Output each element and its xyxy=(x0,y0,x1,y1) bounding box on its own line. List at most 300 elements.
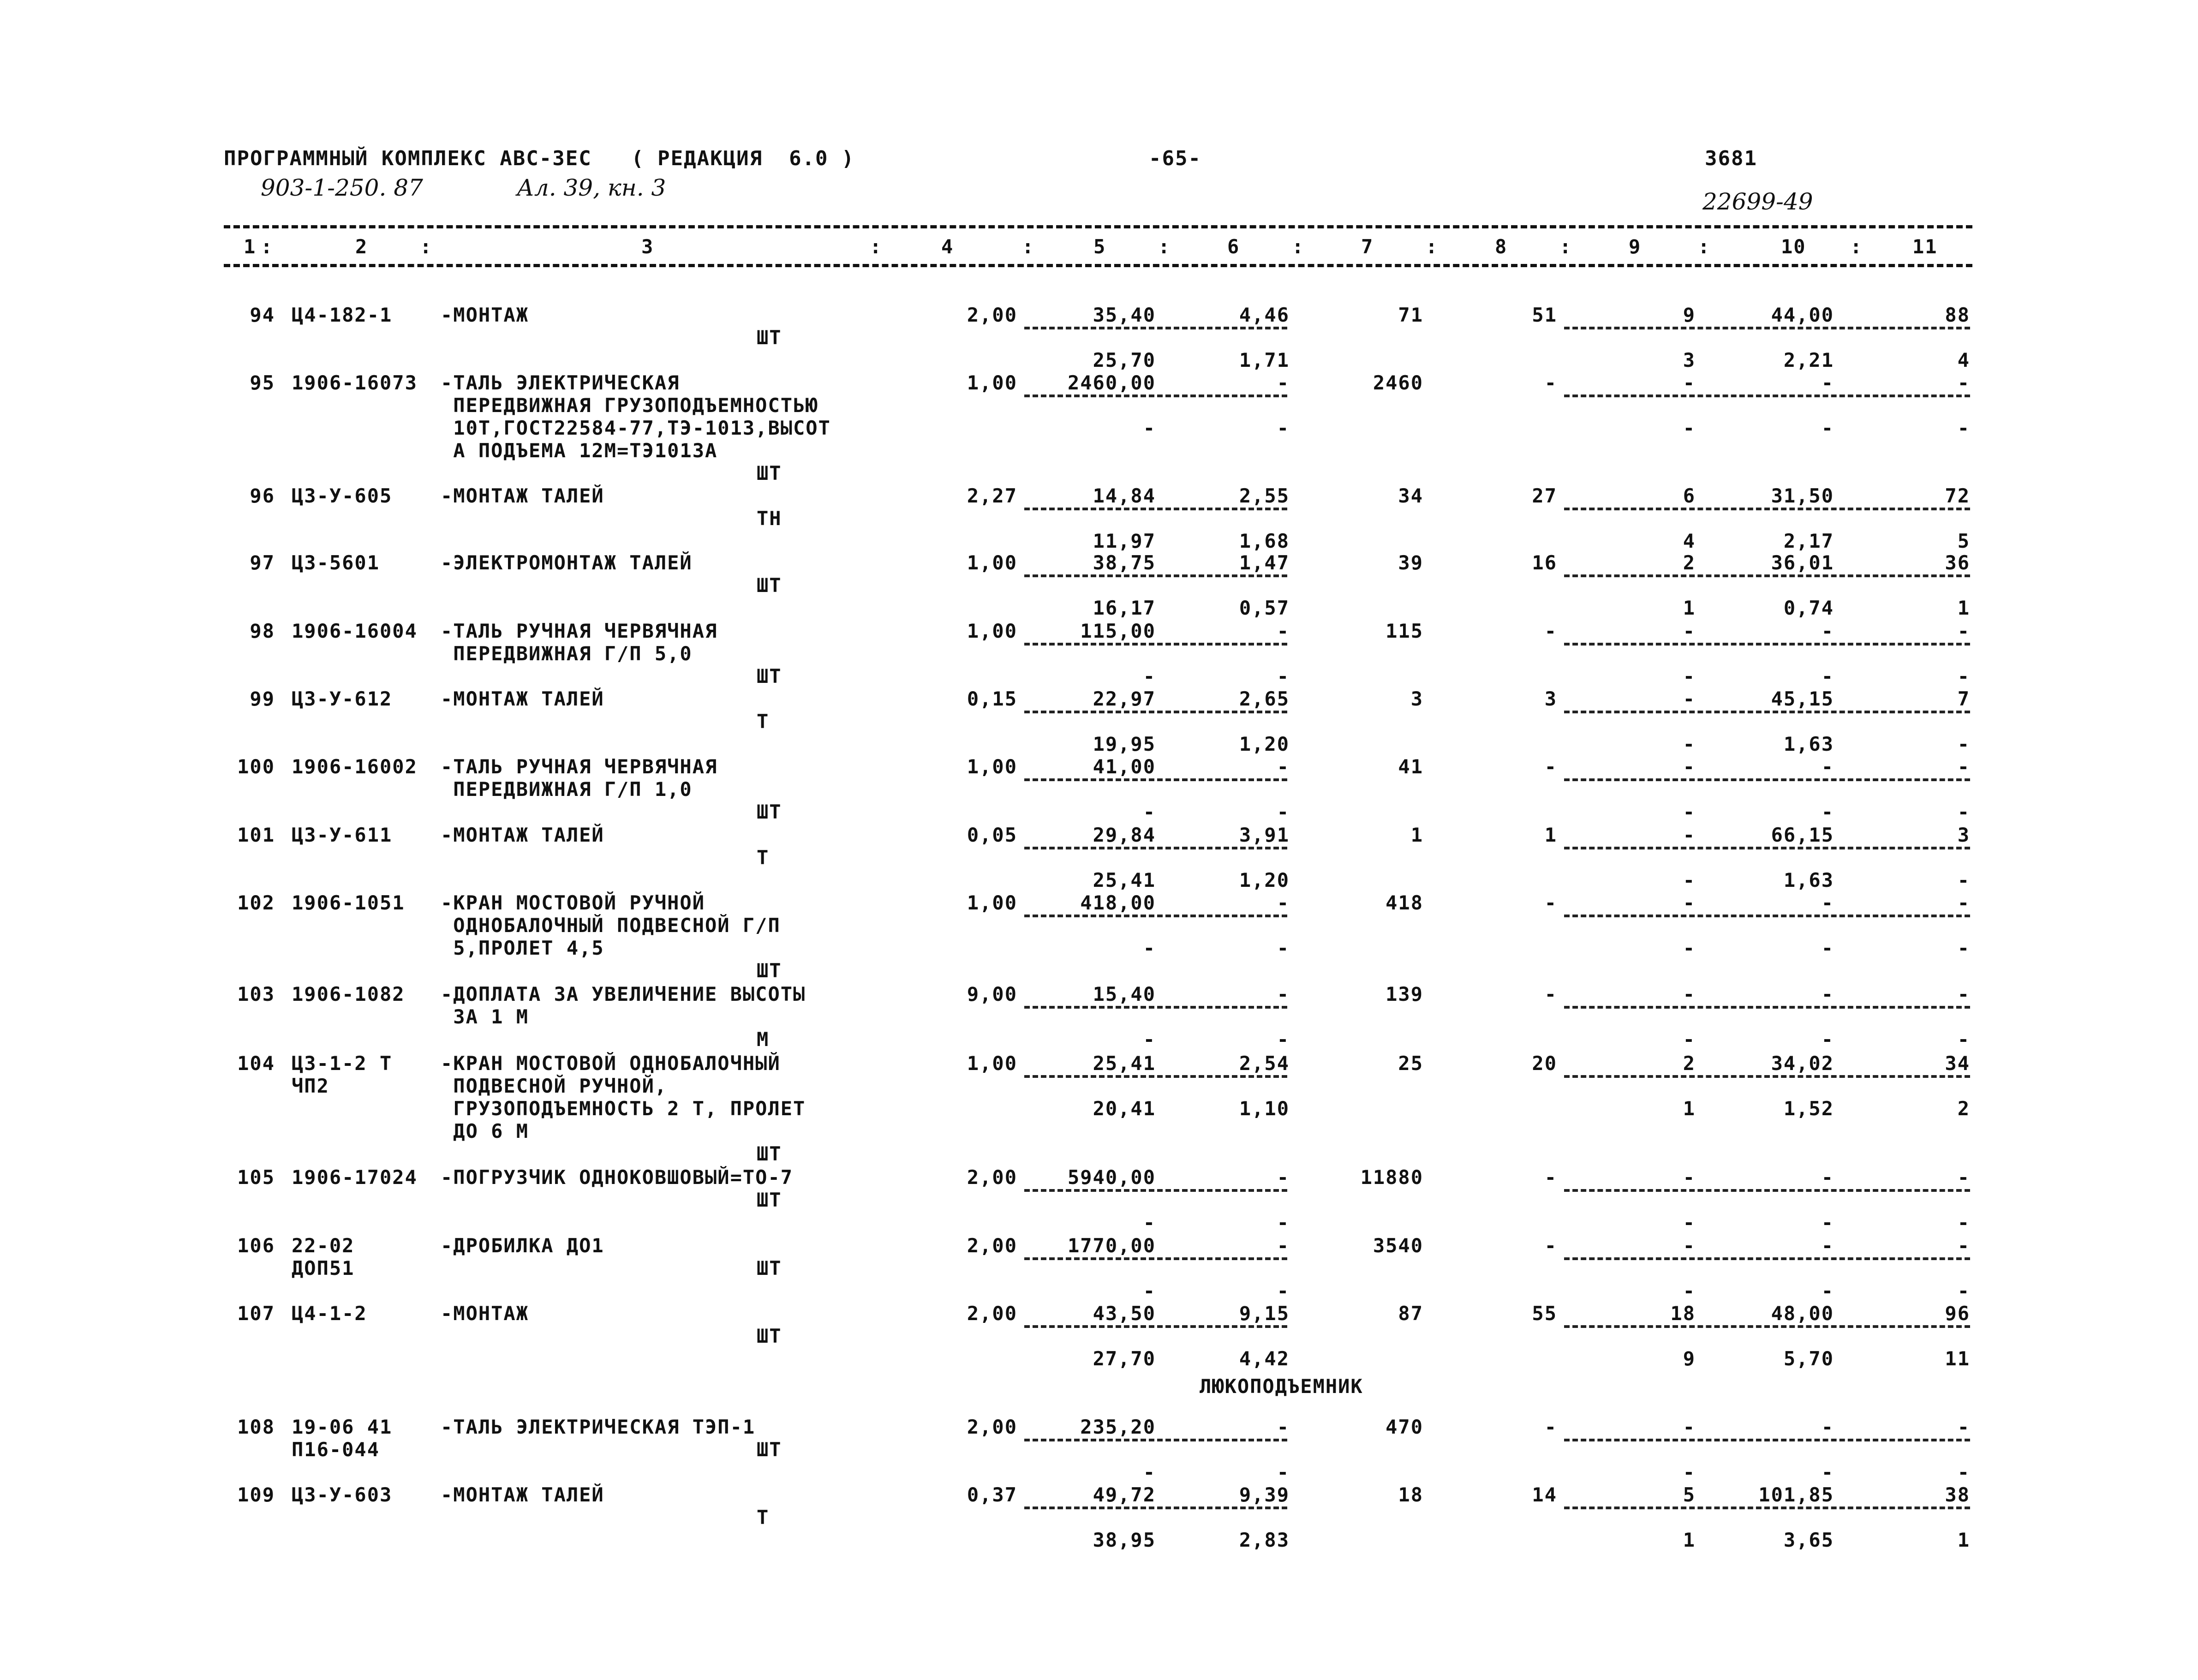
value-c10: - xyxy=(1821,620,1834,642)
base-value-5: 38,95 xyxy=(1093,1529,1156,1551)
item-code: П16-044 xyxy=(292,1438,380,1461)
base-value-5: - xyxy=(1143,665,1156,688)
item-quantity: 0,37 xyxy=(967,1483,1017,1506)
item-quantity: 1,00 xyxy=(967,891,1017,914)
value-c10: - xyxy=(1821,891,1834,914)
item-unit: ШТ xyxy=(757,959,782,982)
item-quantity: 2,00 xyxy=(967,1416,1017,1438)
value-c10: - xyxy=(1821,755,1834,778)
value-c6: - xyxy=(1277,755,1290,778)
row-rule-5-6 xyxy=(1024,1325,1287,1328)
value-c9: - xyxy=(1683,983,1696,1005)
value-c6: - xyxy=(1277,1416,1290,1438)
base-value-5: 16,17 xyxy=(1093,597,1156,619)
value-c7: 41 xyxy=(1398,755,1423,778)
item-description: ПЕРЕДВИЖНАЯ Г/П 1,0 xyxy=(441,778,693,801)
value-c5: 5940,00 xyxy=(1067,1166,1156,1189)
value-c7: 71 xyxy=(1398,304,1423,326)
column-header-1: 1 xyxy=(244,235,257,258)
value-c5: 29,84 xyxy=(1093,824,1156,846)
value-c8: - xyxy=(1544,891,1557,914)
row-rule-5-6 xyxy=(1024,1075,1287,1078)
row-number: 101 xyxy=(237,824,275,846)
base-value-6: - xyxy=(1277,417,1290,439)
item-description: 5,ПРОЛЕТ 4,5 xyxy=(441,937,604,959)
base-value-5: 20,41 xyxy=(1093,1097,1156,1120)
base-value-10: - xyxy=(1821,1279,1834,1302)
base-value-11: 1 xyxy=(1957,597,1970,619)
base-value-6: - xyxy=(1277,1211,1290,1234)
item-description: -МОНТАЖ xyxy=(441,304,529,326)
base-value-5: - xyxy=(1143,417,1156,439)
base-value-11: - xyxy=(1957,733,1970,755)
value-c9: - xyxy=(1683,371,1696,394)
value-c6: - xyxy=(1277,1166,1290,1189)
base-value-9: - xyxy=(1683,1279,1696,1302)
value-c9: - xyxy=(1683,688,1696,710)
item-quantity: 1,00 xyxy=(967,371,1017,394)
base-value-9: - xyxy=(1683,801,1696,823)
value-c8: - xyxy=(1544,371,1557,394)
column-separator: : xyxy=(1850,235,1863,258)
value-c9: - xyxy=(1683,755,1696,778)
item-description: -ДОПЛАТА ЗА УВЕЛИЧЕНИЕ ВЫСОТЫ xyxy=(441,983,806,1005)
value-c5: 25,41 xyxy=(1093,1052,1156,1075)
value-c11: 36 xyxy=(1945,551,1970,574)
row-number: 99 xyxy=(250,688,275,710)
base-value-10: - xyxy=(1821,937,1834,959)
row-number: 109 xyxy=(237,1483,275,1506)
row-rule-9-11 xyxy=(1564,1006,1970,1009)
item-description: -МОНТАЖ xyxy=(441,1302,529,1325)
row-rule-9-11 xyxy=(1564,1189,1970,1192)
value-c9: 2 xyxy=(1683,1052,1696,1075)
base-value-9: 1 xyxy=(1683,1529,1696,1551)
value-c11: 34 xyxy=(1945,1052,1970,1075)
value-c6: - xyxy=(1277,620,1290,642)
column-header-8: 8 xyxy=(1495,235,1508,258)
base-value-10: - xyxy=(1821,801,1834,823)
value-c7: 3540 xyxy=(1373,1234,1423,1257)
value-c11: - xyxy=(1957,371,1970,394)
item-description: -МОНТАЖ ТАЛЕЙ xyxy=(441,824,604,846)
value-c9: 5 xyxy=(1683,1483,1696,1506)
item-quantity: 9,00 xyxy=(967,983,1017,1005)
base-value-11: 4 xyxy=(1957,349,1970,371)
base-value-10: - xyxy=(1821,665,1834,688)
base-value-10: 1,63 xyxy=(1783,869,1834,891)
base-value-9: - xyxy=(1683,1028,1696,1051)
value-c5: 15,40 xyxy=(1093,983,1156,1005)
value-c9: - xyxy=(1683,824,1696,846)
item-description: -ТАЛЬ ЭЛЕКТРИЧЕСКАЯ xyxy=(441,371,680,394)
value-c5: 35,40 xyxy=(1093,304,1156,326)
row-rule-9-11 xyxy=(1564,574,1970,577)
value-c6: - xyxy=(1277,891,1290,914)
value-c7: 470 xyxy=(1386,1416,1423,1438)
value-c7: 115 xyxy=(1386,620,1423,642)
value-c8: 27 xyxy=(1532,484,1557,507)
value-c5: 49,72 xyxy=(1093,1483,1156,1506)
value-c6: 2,65 xyxy=(1239,688,1290,710)
value-c11: 88 xyxy=(1945,304,1970,326)
item-description: ЗА 1 М xyxy=(441,1005,529,1028)
base-value-9: - xyxy=(1683,869,1696,891)
column-header-2: 2 xyxy=(355,235,368,258)
row-rule-5-6 xyxy=(1024,711,1287,713)
value-c6: - xyxy=(1277,371,1290,394)
value-c5: 43,50 xyxy=(1093,1302,1156,1325)
value-c8: - xyxy=(1544,620,1557,642)
item-description: -КРАН МОСТОВОЙ ОДНОБАЛОЧНЫЙ xyxy=(441,1052,781,1075)
value-c9: - xyxy=(1683,1234,1696,1257)
value-c9: 6 xyxy=(1683,484,1696,507)
row-number: 107 xyxy=(237,1302,275,1325)
item-description: ПЕРЕДВИЖНАЯ ГРУЗОПОДЪЕМНОСТЬЮ xyxy=(441,394,818,417)
column-separator: : xyxy=(1559,235,1572,258)
value-c8: - xyxy=(1544,1166,1557,1189)
row-number: 94 xyxy=(250,304,275,326)
base-value-6: 1,68 xyxy=(1239,530,1290,552)
row-rule-9-11 xyxy=(1564,395,1970,397)
base-value-10: 2,21 xyxy=(1783,349,1834,371)
row-rule-9-11 xyxy=(1564,1325,1970,1328)
value-c10: - xyxy=(1821,983,1834,1005)
item-unit: Т xyxy=(757,846,770,869)
row-rule-5-6 xyxy=(1024,915,1287,917)
value-c5: 1770,00 xyxy=(1067,1234,1156,1257)
row-number: 104 xyxy=(237,1052,275,1075)
item-unit: ШТ xyxy=(757,1142,782,1165)
column-separator: : xyxy=(261,235,274,258)
base-value-6: - xyxy=(1277,1028,1290,1051)
column-separator: : xyxy=(870,235,883,258)
column-header-10: 10 xyxy=(1781,235,1806,258)
item-quantity: 0,05 xyxy=(967,824,1017,846)
base-value-10: - xyxy=(1821,417,1834,439)
item-code: Ц3-У-605 xyxy=(292,484,393,507)
base-value-11: - xyxy=(1957,417,1970,439)
column-separator: : xyxy=(1292,235,1305,258)
row-rule-9-11 xyxy=(1564,915,1970,917)
note-lift: ЛЮКОПОДЪЕМНИК xyxy=(1200,1375,1363,1398)
value-c10: 36,01 xyxy=(1771,551,1834,574)
value-c9: - xyxy=(1683,620,1696,642)
item-description: ГРУЗОПОДЪЕМНОСТЬ 2 Т, ПРОЛЕТ xyxy=(441,1097,806,1120)
item-code: 1906-1082 xyxy=(292,983,405,1005)
item-quantity: 0,15 xyxy=(967,688,1017,710)
item-code: 1906-1051 xyxy=(292,891,405,914)
value-c9: 9 xyxy=(1683,304,1696,326)
base-value-10: - xyxy=(1821,1211,1834,1234)
item-unit: Т xyxy=(757,710,770,733)
value-c6: - xyxy=(1277,983,1290,1005)
item-code: 19-06 41 xyxy=(292,1416,393,1438)
row-rule-5-6 xyxy=(1024,327,1287,329)
item-code: 22-02 xyxy=(292,1234,355,1257)
base-value-6: - xyxy=(1277,937,1290,959)
column-separator: : xyxy=(1426,235,1439,258)
column-header-11: 11 xyxy=(1912,235,1938,258)
item-description: -ТАЛЬ РУЧНАЯ ЧЕРВЯЧНАЯ xyxy=(441,755,718,778)
item-quantity: 1,00 xyxy=(967,620,1017,642)
value-c9: - xyxy=(1683,891,1696,914)
value-c6: 9,39 xyxy=(1239,1483,1290,1506)
item-unit: ШТ xyxy=(757,801,782,823)
row-rule-5-6 xyxy=(1024,574,1287,577)
row-rule-5-6 xyxy=(1024,1189,1287,1192)
row-rule-5-6 xyxy=(1024,847,1287,849)
item-quantity: 1,00 xyxy=(967,1052,1017,1075)
base-value-5: - xyxy=(1143,1279,1156,1302)
base-value-6: 1,10 xyxy=(1239,1097,1290,1120)
column-header-5: 5 xyxy=(1093,235,1106,258)
value-c7: 1 xyxy=(1410,824,1423,846)
base-value-10: 1,63 xyxy=(1783,733,1834,755)
base-value-11: - xyxy=(1957,1211,1970,1234)
item-unit: ШТ xyxy=(757,1189,782,1211)
base-value-6: 4,42 xyxy=(1239,1347,1290,1370)
base-value-11: 2 xyxy=(1957,1097,1970,1120)
value-c8: 14 xyxy=(1532,1483,1557,1506)
value-c7: 2460 xyxy=(1373,371,1423,394)
value-c10: 66,15 xyxy=(1771,824,1834,846)
item-description: -КРАН МОСТОВОЙ РУЧНОЙ xyxy=(441,891,705,914)
base-value-5: - xyxy=(1143,937,1156,959)
value-c10: 44,00 xyxy=(1771,304,1834,326)
item-unit: ШТ xyxy=(757,665,782,688)
value-c10: - xyxy=(1821,371,1834,394)
row-rule-9-11 xyxy=(1564,1075,1970,1078)
row-rule-5-6 xyxy=(1024,1006,1287,1009)
value-c11: - xyxy=(1957,755,1970,778)
row-rule-5-6 xyxy=(1024,1439,1287,1441)
value-c10: 45,15 xyxy=(1771,688,1834,710)
value-c8: - xyxy=(1544,755,1557,778)
item-description: -МОНТАЖ ТАЛЕЙ xyxy=(441,484,604,507)
item-unit: ШТ xyxy=(757,1438,782,1461)
base-value-5: - xyxy=(1143,801,1156,823)
row-rule-5-6 xyxy=(1024,1507,1287,1509)
base-value-10: 1,52 xyxy=(1783,1097,1834,1120)
value-c6: 9,15 xyxy=(1239,1302,1290,1325)
value-c11: - xyxy=(1957,1234,1970,1257)
item-description: 10Т,ГОСТ22584-77,ТЭ-1013,ВЫСОТ xyxy=(441,417,831,439)
item-code: Ц4-182-1 xyxy=(292,304,393,326)
value-c11: 38 xyxy=(1945,1483,1970,1506)
handwritten-album: Ал. 39, кн. 3 xyxy=(517,174,666,201)
column-header-4: 4 xyxy=(941,235,954,258)
value-c10: 31,50 xyxy=(1771,484,1834,507)
base-value-11: - xyxy=(1957,1461,1970,1483)
base-value-9: 4 xyxy=(1683,530,1696,552)
header-top-rule xyxy=(224,225,1972,228)
base-value-5: - xyxy=(1143,1461,1156,1483)
item-quantity: 1,00 xyxy=(967,755,1017,778)
item-unit: ТН xyxy=(757,507,782,530)
value-c7: 39 xyxy=(1398,551,1423,574)
row-number: 96 xyxy=(250,484,275,507)
value-c5: 38,75 xyxy=(1093,551,1156,574)
value-c7: 87 xyxy=(1398,1302,1423,1325)
value-c11: 3 xyxy=(1957,824,1970,846)
row-number: 100 xyxy=(237,755,275,778)
item-quantity: 2,27 xyxy=(967,484,1017,507)
item-code: ДОП51 xyxy=(292,1257,355,1279)
value-c10: 34,02 xyxy=(1771,1052,1834,1075)
base-value-11: - xyxy=(1957,1279,1970,1302)
value-c8: 16 xyxy=(1532,551,1557,574)
item-quantity: 1,00 xyxy=(967,551,1017,574)
value-c5: 2460,00 xyxy=(1067,371,1156,394)
value-c5: 14,84 xyxy=(1093,484,1156,507)
base-value-6: 1,20 xyxy=(1239,733,1290,755)
column-header-6: 6 xyxy=(1227,235,1240,258)
base-value-11: - xyxy=(1957,665,1970,688)
row-number: 102 xyxy=(237,891,275,914)
base-value-10: - xyxy=(1821,1028,1834,1051)
base-value-9: - xyxy=(1683,665,1696,688)
row-number: 106 xyxy=(237,1234,275,1257)
value-c11: 7 xyxy=(1957,688,1970,710)
row-rule-9-11 xyxy=(1564,327,1970,329)
row-rule-5-6 xyxy=(1024,1257,1287,1260)
base-value-11: 5 xyxy=(1957,530,1970,552)
value-c7: 25 xyxy=(1398,1052,1423,1075)
base-value-9: 1 xyxy=(1683,1097,1696,1120)
value-c5: 22,97 xyxy=(1093,688,1156,710)
base-value-10: 3,65 xyxy=(1783,1529,1834,1551)
value-c5: 418,00 xyxy=(1080,891,1156,914)
header-bottom-rule xyxy=(224,264,1972,267)
value-c5: 115,00 xyxy=(1080,620,1156,642)
value-c9: - xyxy=(1683,1416,1696,1438)
value-c9: 2 xyxy=(1683,551,1696,574)
item-description: -ТАЛЬ РУЧНАЯ ЧЕРВЯЧНАЯ xyxy=(441,620,718,642)
row-number: 98 xyxy=(250,620,275,642)
base-value-6: - xyxy=(1277,801,1290,823)
value-c8: 3 xyxy=(1544,688,1557,710)
base-value-9: - xyxy=(1683,733,1696,755)
value-c8: - xyxy=(1544,1416,1557,1438)
item-quantity: 2,00 xyxy=(967,1302,1017,1325)
item-code: Ц3-5601 xyxy=(292,551,380,574)
base-value-11: 11 xyxy=(1945,1347,1970,1370)
value-c11: 72 xyxy=(1945,484,1970,507)
row-rule-5-6 xyxy=(1024,643,1287,646)
item-description: ОДНОБАЛОЧНЫЙ ПОДВЕСНОЙ Г/П xyxy=(441,914,781,937)
base-value-5: 25,70 xyxy=(1093,349,1156,371)
base-value-11: - xyxy=(1957,1028,1970,1051)
base-value-5: - xyxy=(1143,1211,1156,1234)
value-c10: - xyxy=(1821,1416,1834,1438)
base-value-6: - xyxy=(1277,665,1290,688)
row-number: 103 xyxy=(237,983,275,1005)
base-value-9: 9 xyxy=(1683,1347,1696,1370)
item-description: ПОДВЕСНОЙ РУЧНОЙ, xyxy=(441,1075,668,1097)
value-c5: 235,20 xyxy=(1080,1416,1156,1438)
item-code: Ц3-1-2 Т xyxy=(292,1052,393,1075)
value-c7: 3 xyxy=(1410,688,1423,710)
item-description: -ЭЛЕКТРОМОНТАЖ ТАЛЕЙ xyxy=(441,551,693,574)
item-code: Ц4-1-2 xyxy=(292,1302,367,1325)
value-c11: - xyxy=(1957,1166,1970,1189)
base-value-6: 2,83 xyxy=(1239,1529,1290,1551)
base-value-5: - xyxy=(1143,1028,1156,1051)
row-rule-9-11 xyxy=(1564,847,1970,849)
value-c7: 34 xyxy=(1398,484,1423,507)
column-separator: : xyxy=(420,235,433,258)
value-c6: 1,47 xyxy=(1239,551,1290,574)
value-c8: 1 xyxy=(1544,824,1557,846)
row-number: 95 xyxy=(250,371,275,394)
base-value-10: 0,74 xyxy=(1783,597,1834,619)
value-c9: - xyxy=(1683,1166,1696,1189)
base-value-5: 25,41 xyxy=(1093,869,1156,891)
value-c7: 139 xyxy=(1386,983,1423,1005)
value-c10: 48,00 xyxy=(1771,1302,1834,1325)
value-c11: - xyxy=(1957,1416,1970,1438)
row-rule-5-6 xyxy=(1024,778,1287,781)
base-value-6: - xyxy=(1277,1279,1290,1302)
base-value-9: 1 xyxy=(1683,597,1696,619)
item-unit: ШТ xyxy=(757,1325,782,1347)
row-rule-9-11 xyxy=(1564,778,1970,781)
item-code: 1906-17024 xyxy=(292,1166,418,1189)
row-number: 97 xyxy=(250,551,275,574)
base-value-5: 19,95 xyxy=(1093,733,1156,755)
value-c6: - xyxy=(1277,1234,1290,1257)
row-rule-9-11 xyxy=(1564,643,1970,646)
base-value-9: - xyxy=(1683,417,1696,439)
handwritten-project: 903-1-250. 87 xyxy=(261,174,423,201)
base-value-5: 27,70 xyxy=(1093,1347,1156,1370)
item-code: Ц3-У-611 xyxy=(292,824,393,846)
base-value-11: - xyxy=(1957,937,1970,959)
value-c6: 3,91 xyxy=(1239,824,1290,846)
base-value-9: 3 xyxy=(1683,349,1696,371)
base-value-11: - xyxy=(1957,801,1970,823)
item-description: -ПОГРУЗЧИК ОДНОКОВШОВЫЙ=ТО-7 xyxy=(441,1166,794,1189)
item-code: Ц3-У-603 xyxy=(292,1483,393,1506)
item-unit: ШТ xyxy=(757,326,782,349)
base-value-10: - xyxy=(1821,1461,1834,1483)
column-header-7: 7 xyxy=(1361,235,1374,258)
handwritten-code: 22699-49 xyxy=(1702,188,1813,215)
value-c8: - xyxy=(1544,1234,1557,1257)
value-c10: - xyxy=(1821,1234,1834,1257)
item-code: 1906-16002 xyxy=(292,755,418,778)
base-value-6: - xyxy=(1277,1461,1290,1483)
base-value-6: 0,57 xyxy=(1239,597,1290,619)
item-description: -МОНТАЖ ТАЛЕЙ xyxy=(441,1483,604,1506)
value-c7: 18 xyxy=(1398,1483,1423,1506)
value-c11: 96 xyxy=(1945,1302,1970,1325)
value-c7: 11880 xyxy=(1360,1166,1423,1189)
base-value-10: 2,17 xyxy=(1783,530,1834,552)
value-c7: 418 xyxy=(1386,891,1423,914)
column-header-9: 9 xyxy=(1629,235,1642,258)
base-value-9: - xyxy=(1683,1461,1696,1483)
item-unit: ШТ xyxy=(757,462,782,484)
item-quantity: 2,00 xyxy=(967,304,1017,326)
item-unit: Т xyxy=(757,1506,770,1529)
column-header-3: 3 xyxy=(641,235,654,258)
item-unit: М xyxy=(757,1028,770,1051)
item-description: ПЕРЕДВИЖНАЯ Г/П 5,0 xyxy=(441,642,693,665)
value-c11: - xyxy=(1957,620,1970,642)
item-description: ДО 6 М xyxy=(441,1120,529,1142)
